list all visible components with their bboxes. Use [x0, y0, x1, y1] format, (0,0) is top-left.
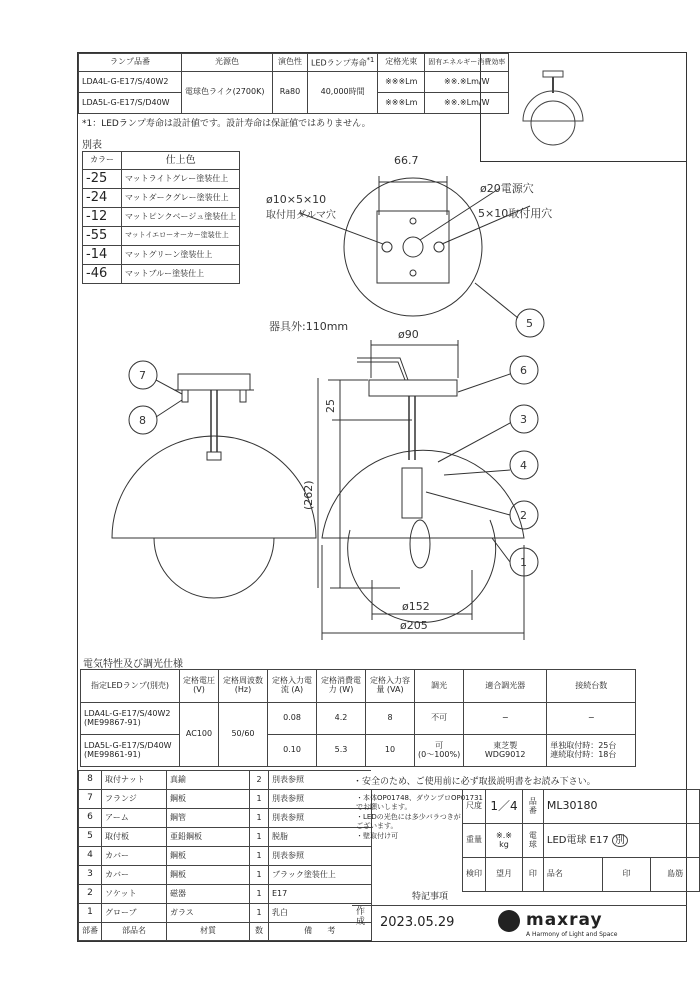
variants-title: 別表 [82, 140, 102, 151]
right-shade [322, 450, 524, 538]
hole-fix: 5×10取付用穴 [478, 207, 553, 220]
brand-logo-icon [498, 910, 520, 932]
brand-name: maxray [526, 910, 603, 930]
callout-1: 1 [520, 556, 527, 569]
dim-25: 25 [324, 399, 337, 413]
callout-7: 7 [139, 369, 146, 382]
callout-4: 4 [520, 459, 527, 472]
dim-152: ø152 [402, 600, 430, 613]
right-flange [369, 380, 457, 396]
callout-6: 6 [520, 364, 527, 377]
cable-label: 器具外:110mm [269, 320, 349, 333]
variants-table: カラー 仕上色 -25 マットライトグレー塗装仕上 -24 マットダークグレー塗装仕上 -12 マットピンクベージュ塗装仕上 -55 マットイエローオーカー塗装仕上 -14 マットグリーン塗装仕上 -46 マットブルー塗装仕上 [82, 151, 240, 284]
lamp-spec-table: ランプ品番 光源色 演色性 LEDランプ寿命$^{*1}$ 定格光束 固有エネルギー消費効率 LDA4L-G-E17/S/40W2 電球色ライク(2700K) Ra80 40,000時間 ※※※Lm ※※.※Lm/W LDA5L-G-E17/S/D40W ※※※Lm ※※.※Lm/W [78, 53, 509, 114]
dim-base: ø90 [398, 328, 419, 341]
left-flange [178, 374, 250, 390]
hole-power: ø20電源穴 [480, 182, 534, 195]
title-block: 尺度 1／4 品番 ML30180 重量 ※.※ kg 電球 LED電球 E17 別 検印 望月 印 品名 印 島筋 [462, 789, 700, 892]
safety-notice: ・安全のため、ご使用前に必ず取扱説明書をお読み下さい。 [353, 777, 596, 787]
dim-205: ø205 [400, 619, 428, 632]
callout-5: 5 [526, 317, 533, 330]
dim-height: (262) [302, 480, 315, 510]
hole-mount-label: 取付用ダルマ穴 [266, 210, 336, 221]
left-shade [112, 436, 316, 538]
elec-title: 電気特性及び調光仕様 [83, 659, 183, 670]
parts-table: 8 取付ナット 真鍮 2 別表参照 7 フランジ 鋼板 1 別表参照 6 アーム 鋼管 1 別表参照 5 取付板 亜鉛鋼板 1 脱脂 4 カバー 鋼板 1 別表参照 3 カバー 鋼板 1 ブラック塗装仕上 2 ソケット 磁器 1 E17 1 グローブ ガラス 1 乳白 部番 部品名 材質 数 備 考 [78, 770, 372, 941]
callout-8: 8 [139, 414, 146, 427]
footnote: *1：LEDランプ寿命は設計値です。設計寿命は保証値ではありません。 [82, 119, 371, 129]
date-label: 作成 [356, 907, 366, 927]
top-view-outer [344, 178, 482, 316]
mount-plate [377, 211, 449, 283]
elec-table: 指定LEDランプ(別売) 定格電圧 (V) 定格周波数 (Hz) 定格入力電流 (A) 定格消費電力 (W) 定格入力容量 (VA) 調光 適合調光器 接続台数 LDA4L-G-E17/S/40W2 (ME99867-91) AC100 50/60 0.08 4.2 8 不可 − − LDA5L-G-E17/S/D40W (ME99861-91) 0.10 5.3 10 可 (0〜100%) 東芝製 WDG9012 単独取付時：25台 連続取付時：18台 [80, 669, 636, 767]
dim-top-width: 66.7 [394, 154, 419, 167]
small-notes: ・本体OP01748、ダウンプロOP01731 でお願いします。 ・LEDの光色には多少バラつきが ございます。 ・壁取付け可 [356, 794, 483, 840]
date: 2023.05.29 [380, 915, 455, 930]
hole-mount: ø10×5×10 [266, 193, 327, 206]
brand-tagline: A Harmony of Light and Space [526, 931, 618, 938]
callout-2: 2 [520, 509, 527, 522]
special-notes: 特記事項 [412, 892, 449, 902]
callout-3: 3 [520, 413, 527, 426]
